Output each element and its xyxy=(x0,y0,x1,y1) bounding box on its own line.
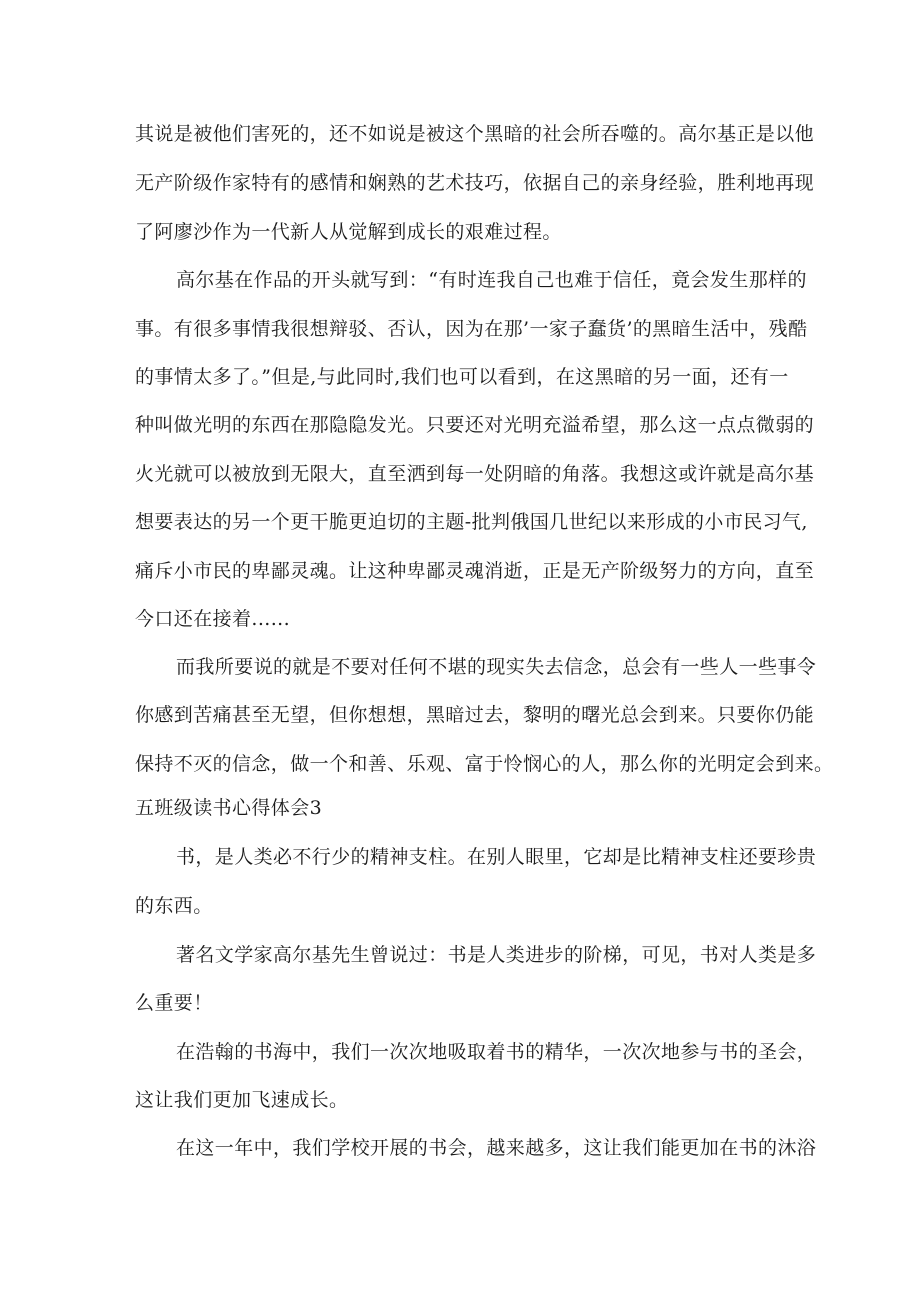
text-line: 想要表达的另一个更干脆更迫切的主题-批判俄国几世纪以来形成的小市民习气, xyxy=(135,511,808,533)
text-line: 在这一年中，我们学校开展的书会，越来越多，这让我们能更加在书的沐浴 xyxy=(176,1137,817,1159)
text-line: 而我所要说的就是不要对任何不堪的现实失去信念，总会有一些人一些事令 xyxy=(176,656,817,678)
section-heading: 五班级读书心得体会3 xyxy=(135,797,323,819)
text-line: 事。有很多事情我很想辩驳、否认，因为在那’一家子蠢货’的黑暗生活中，残酷 xyxy=(135,318,808,340)
text-line: 高尔基在作品的开头就写到：“有时连我自己也难于信任，竟会发生那样的 xyxy=(176,269,807,291)
text-line: 种叫做光明的东西在那隐隐发光。只要还对光明充溢希望，那么这一点点微弱的 xyxy=(135,414,815,436)
text-line: 这让我们更加飞速成长。 xyxy=(135,1089,349,1111)
text-line: 了阿廖沙作为一代新人从觉解到成长的艰难过程。 xyxy=(135,221,562,243)
text-line: 书，是人类必不行少的精神支柱。在别人眼里，它却是比精神支柱还要珍贵 xyxy=(176,846,817,868)
text-line: 你感到苦痛甚至无望，但你想想，黑暗过去，黎明的曙光总会到来。只要你仍能 xyxy=(135,704,815,726)
text-line: 的东西。 xyxy=(135,895,213,917)
text-line: 的事情太多了。”但是,与此同时,我们也可以看到，在这黑暗的另一面，还有一 xyxy=(135,366,789,388)
text-line: 著名文学家高尔基先生曾说过：书是人类进步的阶梯，可见，书对人类是多 xyxy=(176,944,817,966)
text-line: 火光就可以被放到无限大，直至洒到每一处阴暗的角落。我想这或许就是高尔基 xyxy=(135,463,815,485)
text-line: 在浩翰的书海中，我们一次次地吸取着书的精华，一次次地参与书的圣会， xyxy=(176,1041,817,1063)
text-line: 痛斥小市民的卑鄙灵魂。让这种卑鄙灵魂消逝，正是无产阶级努力的方向，直至 xyxy=(135,560,815,582)
text-line: 么重要！ xyxy=(135,992,213,1014)
text-line: 保持不灭的信念，做一个和善、乐观、富于怜悯心的人，那么你的光明定会到来。 xyxy=(135,753,834,775)
text-line: 无产阶级作家特有的感情和娴熟的艺术技巧，依据自己的亲身经验，胜利地再现 xyxy=(135,172,815,194)
text-line: 其说是被他们害死的，还不如说是被这个黑暗的社会所吞噬的。高尔基正是以他 xyxy=(135,123,815,145)
text-line: 今口还在接着...... xyxy=(135,608,291,630)
